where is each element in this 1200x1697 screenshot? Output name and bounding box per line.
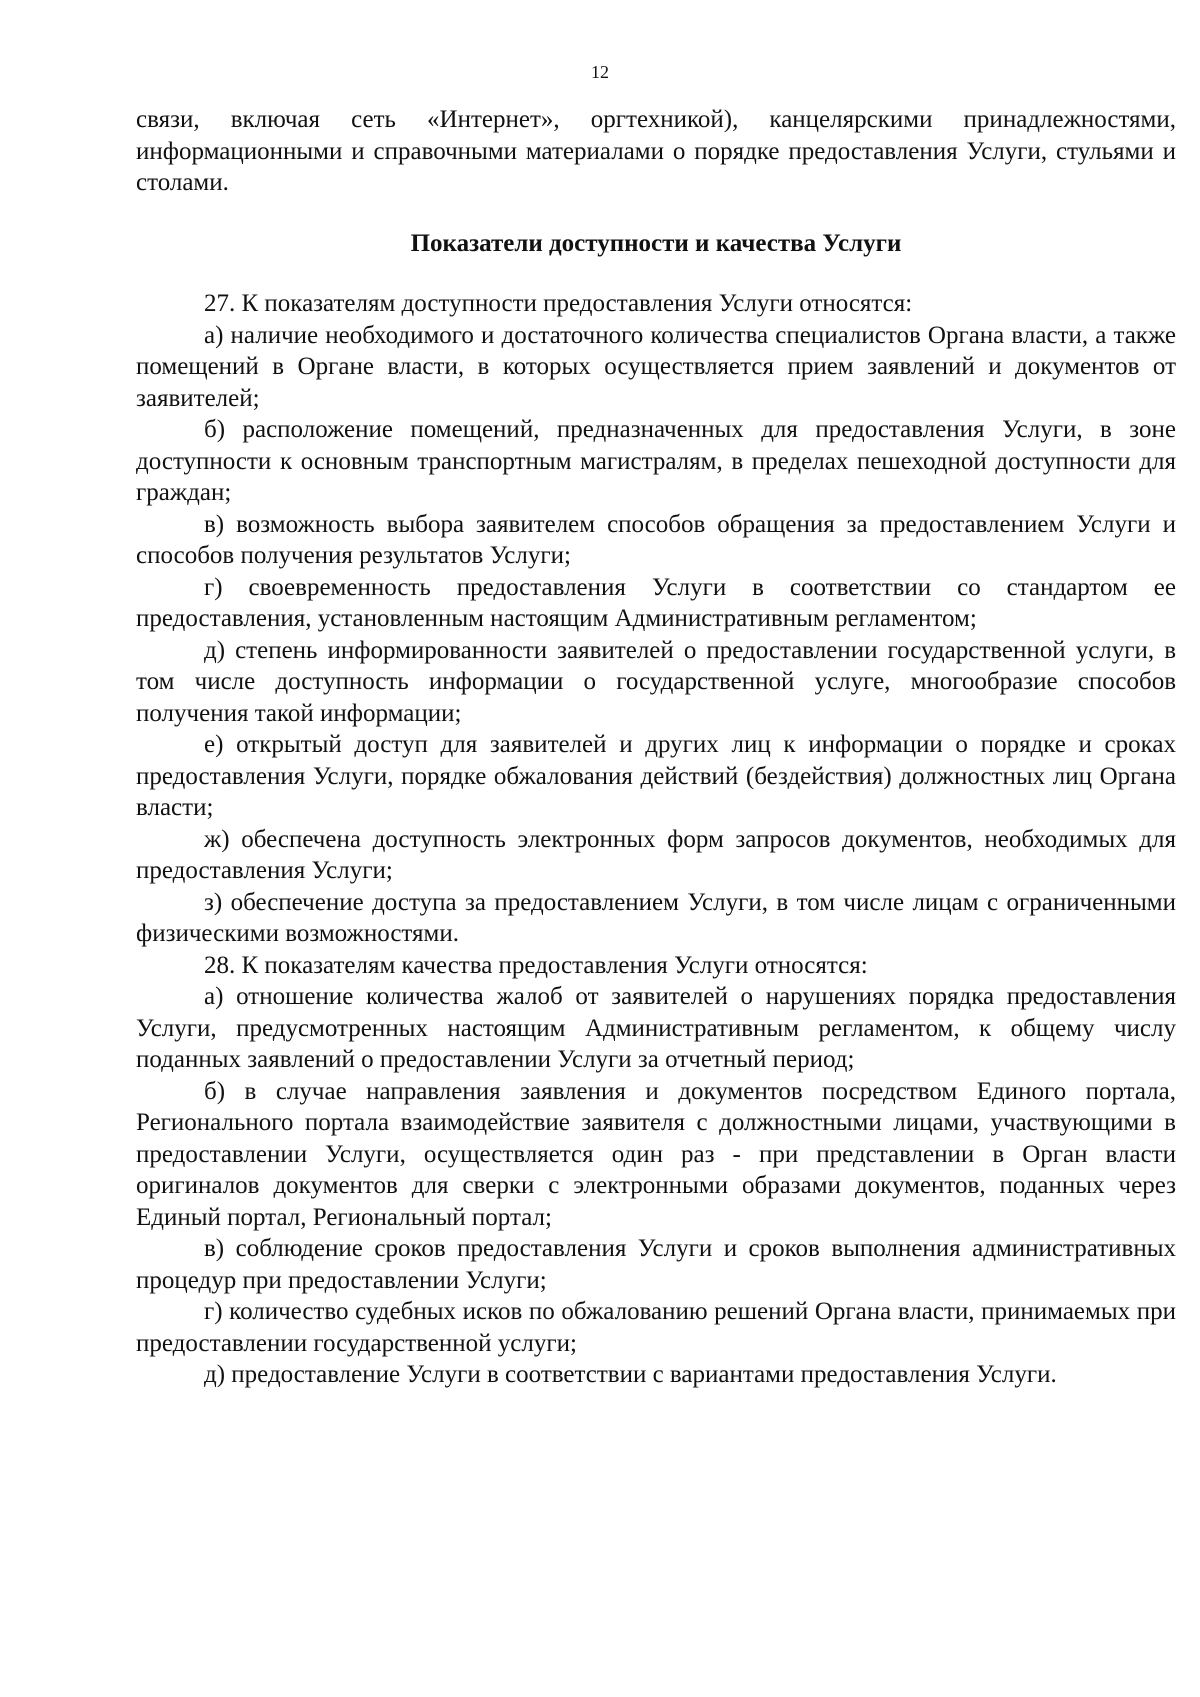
intro-paragraph: связи, включая сеть «Интернет», оргтехникой), канцелярскими принадлежностями, информационными и справочными материалами о порядке предоставления Услуги, стульями и столами. xyxy=(136,106,1176,196)
paragraph-27-d: д) степень информированности заявителей о предоставлении государственной услуги, в том числе доступность информации о государственной услуге, многообразие способов получения такой информации; xyxy=(136,636,1176,727)
paragraph-27-a: а) наличие необходимого и достаточного количества специалистов Органа власти, а также помещений в Органе власти, в которых осуществляется прием заявлений и документов от заявителей; xyxy=(136,321,1176,412)
paragraph-27-e: е) открытый доступ для заявителей и других лиц к информации о порядке и сроках предоставления Услуги, порядке обжалования действий (бездействия) должностных лиц Органа власти; xyxy=(136,731,1176,821)
paragraph-28: 28. К показателям качества предоставления Услуги относятся: xyxy=(204,951,868,979)
paragraph-28-b: б) в случае направления заявления и документов посредством Единого портала, Регионального портала взаимодействие заявителя с должностными лицами, участвующими в предоставлении Услуги, осуществляется один раз - при представлении в Орган власти оригиналов документов для сверки с электронными образами документов, поданных через Единый портал, Региональный портал; xyxy=(136,1077,1176,1231)
paragraph-28-d: д) предоставление Услуги в соответствии с вариантами предоставления Услуги. xyxy=(204,1361,1057,1388)
paragraph-27: 27. К показателям доступности предоставления Услуги относятся: xyxy=(204,290,913,317)
paragraph-27-v: в) возможность выбора заявителем способов обращения за предоставлением Услуги и способов получения результатов Услуги; xyxy=(136,510,1176,569)
paragraph-28-g: г) количество судебных исков по обжалованию решений Органа власти, принимаемых при предоставлении государственной услуги; xyxy=(136,1298,1176,1357)
page-number: 12 xyxy=(591,62,609,82)
paragraph-27-z: з) обеспечение доступа за предоставлением Услуги, в том числе лицам с ограниченными физическими возможностями. xyxy=(136,888,1176,947)
paragraph-28-a: а) отношение количества жалоб от заявителей о нарушениях порядка предоставления Услуги, предусмотренных настоящим Административным регламентом, к общему числу поданных заявлений о предоставлении Услуги за отчетный период; xyxy=(136,983,1176,1073)
paragraph-28-v: в) соблюдение сроков предоставления Услуги и сроков выполнения административных процедур при предоставлении Услуги; xyxy=(136,1235,1176,1294)
paragraph-27-g: г) своевременность предоставления Услуги в соответствии со стандартом ее предоставления, установленным настоящим Административным регламентом; xyxy=(136,573,1176,632)
paragraph-27-b: б) расположение помещений, предназначенных для предоставления Услуги, в зоне доступности к основным транспортным магистралям, в пределах пешеходной доступности для граждан; xyxy=(136,416,1176,506)
document-body xyxy=(136,104,1176,1391)
paragraph-27-zh: ж) обеспечена доступность электронных форм запросов документов, необходимых для предоставления Услуги; xyxy=(136,825,1176,884)
section-heading: Показатели доступности и качества Услуги xyxy=(410,229,902,257)
